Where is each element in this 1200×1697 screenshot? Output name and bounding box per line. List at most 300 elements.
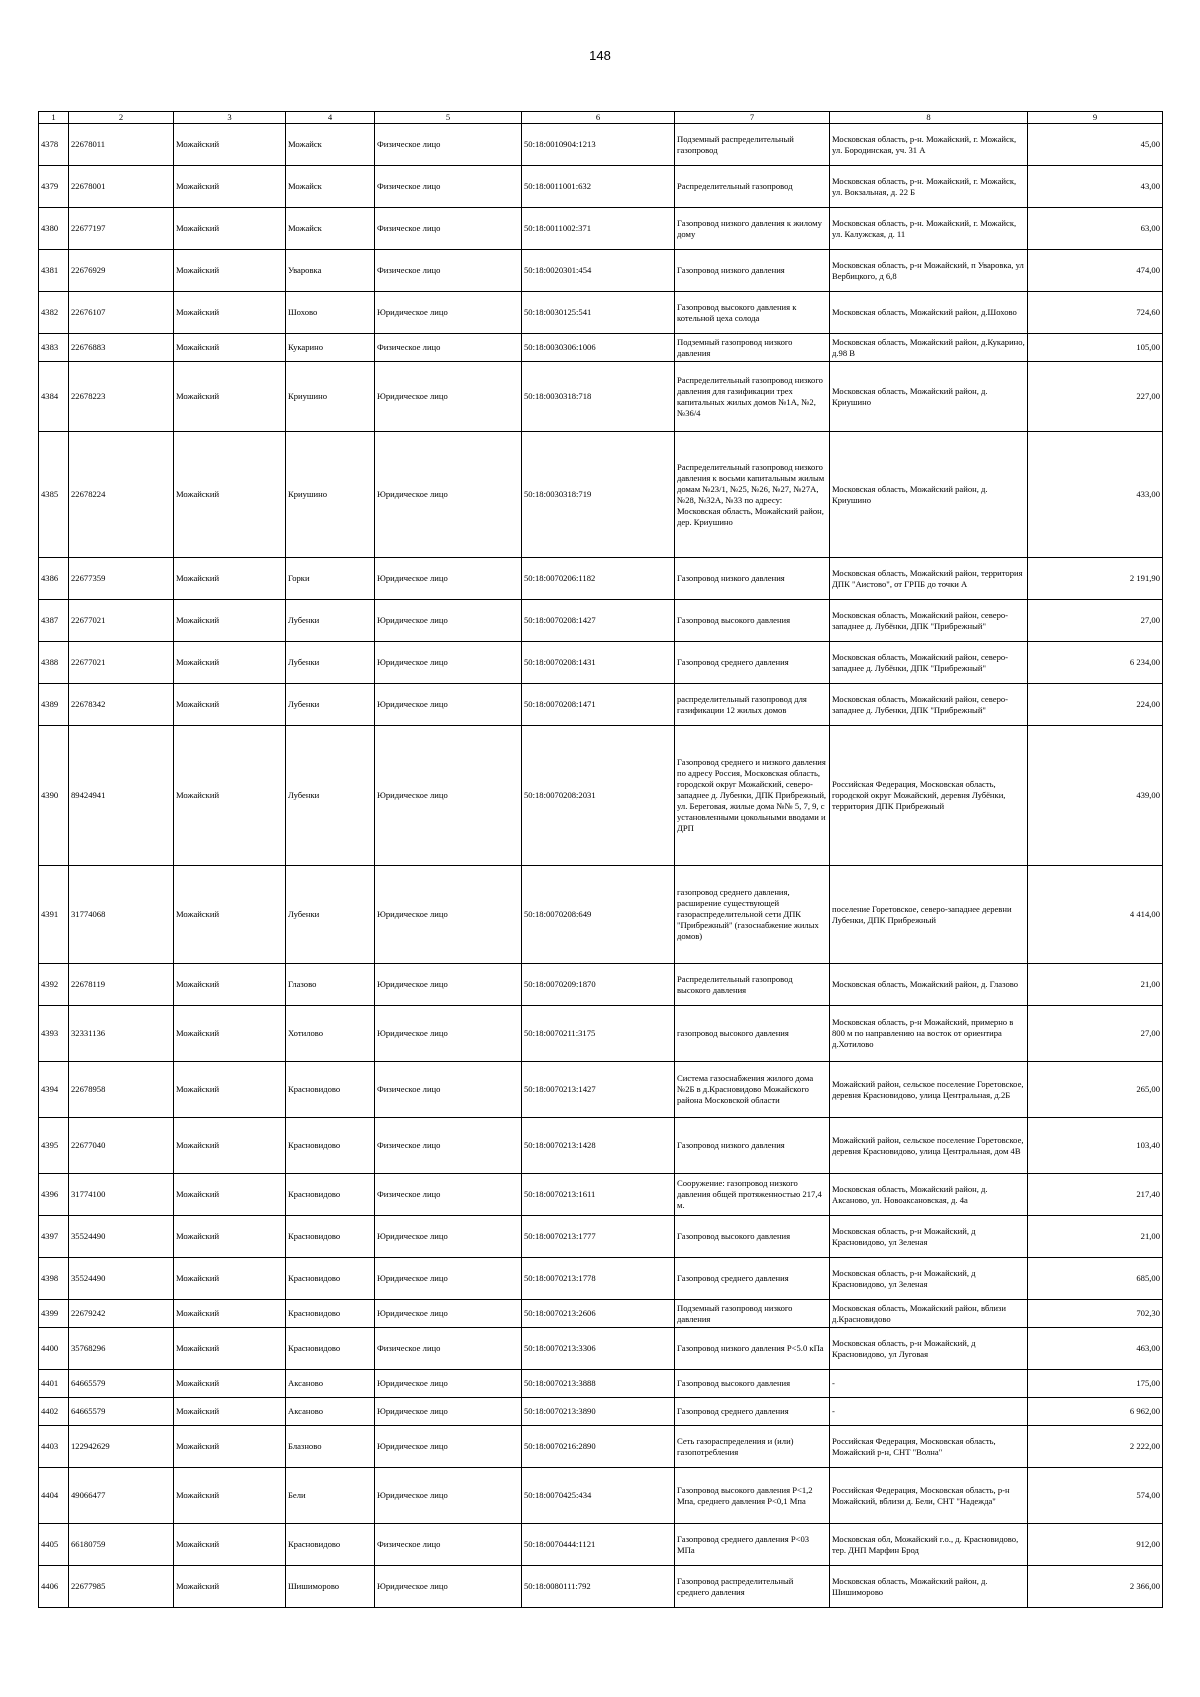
table-row (39, 1174, 1163, 1216)
table-row (39, 964, 1163, 1006)
table-cell: 2 366,00 (1028, 1566, 1163, 1608)
table-cell: 4395 (39, 1118, 69, 1174)
table-cell: 217,40 (1028, 1174, 1163, 1216)
table-cell: Глазово (286, 964, 375, 1006)
table-cell: Российская Федерация, Московская область, городской округ Можайский, деревня Лубёнки, территория ДПК Прибрежный (830, 726, 1028, 866)
table-cell: 4 414,00 (1028, 866, 1163, 964)
table-cell: 4401 (39, 1370, 69, 1398)
table-row (39, 166, 1163, 208)
table-cell: Физическое лицо (375, 1118, 522, 1174)
table-row (39, 1300, 1163, 1328)
table-cell: Московская область, р-н Можайский, д Красновидово, ул Луговая (830, 1328, 1028, 1370)
table-cell: Можайский (174, 432, 286, 558)
table-cell: 64665579 (69, 1398, 174, 1426)
table-cell: Аксаново (286, 1370, 375, 1398)
table-cell: 22678001 (69, 166, 174, 208)
table-cell: 64665579 (69, 1370, 174, 1398)
table-cell: 50:18:0070209:1870 (522, 964, 675, 1006)
table-cell: 50:18:0070213:3888 (522, 1370, 675, 1398)
column-header: 9 (1028, 112, 1163, 124)
table-cell: 4405 (39, 1524, 69, 1566)
table-cell: газопровод высокого давления (675, 1006, 830, 1062)
table-cell: Юридическое лицо (375, 726, 522, 866)
table-cell: Газопровод высокого давления к котельной цеха солода (675, 292, 830, 334)
table-cell: Сеть газораспределения и (или) газопотребления (675, 1426, 830, 1468)
table-cell: 912,00 (1028, 1524, 1163, 1566)
table-row (39, 124, 1163, 166)
table-cell: 50:18:0070208:1427 (522, 600, 675, 642)
table-cell: 724,60 (1028, 292, 1163, 334)
table-cell: Юридическое лицо (375, 1370, 522, 1398)
table-cell: Можайский район, сельское поселение Горетовское, деревня Красновидово, улица Центральная, д.2Б (830, 1062, 1028, 1118)
table-cell: Газопровод высокого давления (675, 1370, 830, 1398)
table-cell: 50:18:0070425:434 (522, 1468, 675, 1524)
table-cell: Юридическое лицо (375, 1216, 522, 1258)
table-cell: Юридическое лицо (375, 866, 522, 964)
table-cell: 4394 (39, 1062, 69, 1118)
column-header: 5 (375, 112, 522, 124)
table-row (39, 1006, 1163, 1062)
table-cell: 50:18:0070213:2606 (522, 1300, 675, 1328)
table-body (39, 124, 1163, 1608)
table-row (39, 1370, 1163, 1398)
table-cell: 50:18:0070213:1778 (522, 1258, 675, 1300)
table-cell: Физическое лицо (375, 1062, 522, 1118)
table-row (39, 250, 1163, 292)
column-header: 4 (286, 112, 375, 124)
table-cell: 21,00 (1028, 964, 1163, 1006)
table-cell: 22677359 (69, 558, 174, 600)
table-cell: Газопровод среднего давления (675, 642, 830, 684)
table-cell: 4391 (39, 866, 69, 964)
table-cell: - (830, 1370, 1028, 1398)
table-cell: Подземный газопровод низкого давления (675, 334, 830, 362)
table-row (39, 684, 1163, 726)
table-row (39, 1216, 1163, 1258)
table-cell: Можайский (174, 1118, 286, 1174)
table-cell: 50:18:0070213:1427 (522, 1062, 675, 1118)
table-cell: Лубенки (286, 642, 375, 684)
table-cell: 31774068 (69, 866, 174, 964)
table-cell: 4383 (39, 334, 69, 362)
table-cell: Кукарино (286, 334, 375, 362)
table-cell: Московская область, Можайский район, северо-западнее д. Лубёнки, ДПК "Прибрежный" (830, 642, 1028, 684)
table-cell: Газопровод низкого давления к жилому дому (675, 208, 830, 250)
table-cell: Распределительный газопровод высокого давления (675, 964, 830, 1006)
table-cell: 6 962,00 (1028, 1398, 1163, 1426)
table-cell: 2 222,00 (1028, 1426, 1163, 1468)
table-cell: Газопровод низкого давления (675, 558, 830, 600)
table-cell: Московская область, р-н Можайский, п Уваровка, ул Вербицкого, д 6,8 (830, 250, 1028, 292)
column-header: 7 (675, 112, 830, 124)
table-cell: Можайский (174, 964, 286, 1006)
registry-table (38, 111, 1163, 1608)
column-header: 8 (830, 112, 1028, 124)
table-cell: газопровод среднего давления, расширение существующей газораспределительной сети ДПК "Прибрежный" (газоснабжение жилых домов) (675, 866, 830, 964)
table-cell: 4404 (39, 1468, 69, 1524)
table-cell: Московская область, р-н Можайский, примерно в 800 м по направлению на восток от ориентира д.Хотилово (830, 1006, 1028, 1062)
table-cell: Красновидово (286, 1216, 375, 1258)
table-cell: 4398 (39, 1258, 69, 1300)
table-cell: 49066477 (69, 1468, 174, 1524)
table-cell: Блазново (286, 1426, 375, 1468)
table-cell: 4396 (39, 1174, 69, 1216)
table-cell: Юридическое лицо (375, 964, 522, 1006)
table-cell: Юридическое лицо (375, 1426, 522, 1468)
column-header: 1 (39, 112, 69, 124)
table-cell: 50:18:0030318:718 (522, 362, 675, 432)
table-cell: 702,30 (1028, 1300, 1163, 1328)
table-row (39, 600, 1163, 642)
table-cell: 50:18:0070213:1777 (522, 1216, 675, 1258)
table-row (39, 1468, 1163, 1524)
table-cell: Московская область, р-н. Можайский, г. Можайск, ул. Бородинская, уч. 31 А (830, 124, 1028, 166)
table-cell: Красновидово (286, 1118, 375, 1174)
table-cell: Физическое лицо (375, 250, 522, 292)
page-number: 148 (589, 48, 611, 63)
table-cell: 4390 (39, 726, 69, 866)
table-cell: Аксаново (286, 1398, 375, 1426)
table-row (39, 1398, 1163, 1426)
table-cell: 463,00 (1028, 1328, 1163, 1370)
table-cell: 22678342 (69, 684, 174, 726)
table-cell: Юридическое лицо (375, 558, 522, 600)
table-cell: - (830, 1398, 1028, 1426)
table-cell: Лубенки (286, 600, 375, 642)
table-cell: Красновидово (286, 1258, 375, 1300)
table-cell: Можайский (174, 292, 286, 334)
table-cell: 6 234,00 (1028, 642, 1163, 684)
table-cell: 27,00 (1028, 1006, 1163, 1062)
table-cell: Лубенки (286, 726, 375, 866)
table-cell: Распределительный газопровод низкого давления для газификации трех капитальных жилых домов №1А, №2, №36/4 (675, 362, 830, 432)
table-cell: 50:18:0011002:371 (522, 208, 675, 250)
table-cell: Физическое лицо (375, 334, 522, 362)
table-cell: 50:18:0011001:632 (522, 166, 675, 208)
table-row (39, 866, 1163, 964)
table-cell: 4388 (39, 642, 69, 684)
table-row (39, 292, 1163, 334)
table-cell: 50:18:0070208:2031 (522, 726, 675, 866)
table-cell: Физическое лицо (375, 1174, 522, 1216)
table-cell: Юридическое лицо (375, 362, 522, 432)
table-cell: Юридическое лицо (375, 1566, 522, 1608)
table-cell: Московская область, р-н. Можайский, г. Можайск, ул. Вокзальная, д. 22 Б (830, 166, 1028, 208)
table-cell: Шохово (286, 292, 375, 334)
table-cell: Можайский район, сельское поселение Горетовское, деревня Красновидово, улица Центральная, дом 4В (830, 1118, 1028, 1174)
table-cell: 50:18:0070213:3890 (522, 1398, 675, 1426)
table-cell: 35768296 (69, 1328, 174, 1370)
table-row (39, 334, 1163, 362)
table-cell: 50:18:0030125:541 (522, 292, 675, 334)
table-cell: Московская область, Можайский район, д. Аксаново, ул. Новоаксановская, д. 4а (830, 1174, 1028, 1216)
table-cell: Можайский (174, 124, 286, 166)
table-header (39, 112, 1163, 124)
table-cell: 439,00 (1028, 726, 1163, 866)
table-cell: 22679242 (69, 1300, 174, 1328)
table-cell: 89424941 (69, 726, 174, 866)
table-cell: 574,00 (1028, 1468, 1163, 1524)
table-cell: Бели (286, 1468, 375, 1524)
table-cell: Юридическое лицо (375, 1398, 522, 1426)
table-cell: 35524490 (69, 1216, 174, 1258)
table-cell: распределительный газопровод для газификации 12 жилых домов (675, 684, 830, 726)
table-cell: 50:18:0030306:1006 (522, 334, 675, 362)
table-cell: 50:18:0070206:1182 (522, 558, 675, 600)
table-cell: Можайский (174, 866, 286, 964)
table-cell: 4379 (39, 166, 69, 208)
table-cell: 50:18:0070208:1431 (522, 642, 675, 684)
table-cell: Юридическое лицо (375, 600, 522, 642)
table-cell: 45,00 (1028, 124, 1163, 166)
table-cell: Подземный газопровод низкого давления (675, 1300, 830, 1328)
table-row (39, 362, 1163, 432)
table-cell: Можайский (174, 600, 286, 642)
table-cell: 2 191,90 (1028, 558, 1163, 600)
table-cell: 4380 (39, 208, 69, 250)
table-cell: 103,40 (1028, 1118, 1163, 1174)
table-cell: Юридическое лицо (375, 1006, 522, 1062)
table-cell: Газопровод низкого давления Р<5.0 кПа (675, 1328, 830, 1370)
table-cell: 22676929 (69, 250, 174, 292)
table-row (39, 208, 1163, 250)
table-row (39, 1426, 1163, 1468)
table-cell: Российская Федерация, Московская область, р-н Можайский, вблизи д. Бели, СНТ "Надежда" (830, 1468, 1028, 1524)
table-cell: 50:18:0070208:1471 (522, 684, 675, 726)
table-cell: Лубенки (286, 684, 375, 726)
table-cell: 50:18:0070208:649 (522, 866, 675, 964)
table-cell: Московская область, р-н Можайский, д Красновидово, ул Зеленая (830, 1258, 1028, 1300)
table-cell: Можайский (174, 166, 286, 208)
table-cell: 4399 (39, 1300, 69, 1328)
table-cell: 66180759 (69, 1524, 174, 1566)
table-cell: 22678119 (69, 964, 174, 1006)
table-cell: 22677021 (69, 600, 174, 642)
table-cell: Можайский (174, 1468, 286, 1524)
table-cell: 4406 (39, 1566, 69, 1608)
table-cell: Московская область, Можайский район, вблизи д.Красновидово (830, 1300, 1028, 1328)
table-cell: Газопровод среднего давления Р<03 МПа (675, 1524, 830, 1566)
table-cell: Московская обл, Можайский г.о., д. Красновидово, тер. ДНП Марфин Брод (830, 1524, 1028, 1566)
table-cell: Подземный распределительный газопровод (675, 124, 830, 166)
table-cell: 35524490 (69, 1258, 174, 1300)
table-cell: Распределительный газопровод низкого давления к восьми капитальным жилым домам №23/1, №25, №26, №27, №27А, №28, №32А, №33 по адресу: Московская область, Можайский район, дер. Криушино (675, 432, 830, 558)
table-cell: Можайский (174, 684, 286, 726)
table-cell: 43,00 (1028, 166, 1163, 208)
table-cell: Можайский (174, 1398, 286, 1426)
table-cell: Можайский (174, 642, 286, 684)
table-cell: 50:18:0030318:719 (522, 432, 675, 558)
table-cell: Физическое лицо (375, 124, 522, 166)
table-cell: Газопровод высокого давления (675, 1216, 830, 1258)
table-cell: 4381 (39, 250, 69, 292)
table-cell: Московская область, Можайский район, д. Глазово (830, 964, 1028, 1006)
table-cell: 4403 (39, 1426, 69, 1468)
table-cell: Физическое лицо (375, 1524, 522, 1566)
table-cell: Красновидово (286, 1328, 375, 1370)
table-cell: Московская область, р-н Можайский, д Красновидово, ул Зеленая (830, 1216, 1028, 1258)
table-cell: Физическое лицо (375, 208, 522, 250)
table-cell: Можайск (286, 124, 375, 166)
table-cell: 474,00 (1028, 250, 1163, 292)
table-cell: 4400 (39, 1328, 69, 1370)
table-cell: Газопровод низкого давления (675, 1118, 830, 1174)
table-cell: Газопровод среднего и низкого давления по адресу Россия, Московская область, городской округ Можайский, северо-западнее д. Лубенки, ДПК Прибрежный, ул. Береговая, жилые дома №№ 5, 7, 9, с установленными цокольными вводами и ДРП (675, 726, 830, 866)
table-cell: Московская область, Можайский район, северо-западнее д. Лубёнки, ДПК "Прибрежный" (830, 600, 1028, 642)
table-row (39, 642, 1163, 684)
column-header: 6 (522, 112, 675, 124)
table-cell: Уваровка (286, 250, 375, 292)
table-cell: 433,00 (1028, 432, 1163, 558)
table-cell: 50:18:0070444:1121 (522, 1524, 675, 1566)
table-cell: 50:18:0020301:454 (522, 250, 675, 292)
table-cell: 122942629 (69, 1426, 174, 1468)
table-cell: Можайский (174, 1006, 286, 1062)
table-cell: 4397 (39, 1216, 69, 1258)
table-cell: Система газоснабжения жилого дома №2Б в д.Красновидово Можайского района Московской области (675, 1062, 830, 1118)
table-cell: 63,00 (1028, 208, 1163, 250)
table-cell: Физическое лицо (375, 166, 522, 208)
column-header: 2 (69, 112, 174, 124)
table-cell: Московская область, Можайский район, д. Криушино (830, 362, 1028, 432)
table-cell: Можайский (174, 208, 286, 250)
table-cell: 4378 (39, 124, 69, 166)
table-cell: 22678011 (69, 124, 174, 166)
table-cell: Газопровод высокого давления Р<1,2 Мпа, среднего давления Р<0,1 Мпа (675, 1468, 830, 1524)
table-cell: Юридическое лицо (375, 1258, 522, 1300)
table-cell: Юридическое лицо (375, 1468, 522, 1524)
table-cell: 50:18:0070213:1611 (522, 1174, 675, 1216)
table-cell: Сооружение: газопровод низкого давления общей протяженностью 217,4 м. (675, 1174, 830, 1216)
table-cell: 21,00 (1028, 1216, 1163, 1258)
table-cell: 22677040 (69, 1118, 174, 1174)
table-cell: 4384 (39, 362, 69, 432)
table-cell: 22678223 (69, 362, 174, 432)
table-cell: 105,00 (1028, 334, 1163, 362)
table-cell: Можайский (174, 558, 286, 600)
table-cell: Московская область, Можайский район, территория ДПК "Аистово", от ГРПБ до точки А (830, 558, 1028, 600)
table-cell: Шишиморово (286, 1566, 375, 1608)
table-cell: Юридическое лицо (375, 642, 522, 684)
table-cell: 27,00 (1028, 600, 1163, 642)
table-cell: Газопровод высокого давления (675, 600, 830, 642)
table-cell: Можайский (174, 1524, 286, 1566)
table-cell: Красновидово (286, 1300, 375, 1328)
table-cell: Можайский (174, 726, 286, 866)
table-cell: 22678958 (69, 1062, 174, 1118)
table-cell: Можайский (174, 334, 286, 362)
table-cell: 50:18:0070213:3306 (522, 1328, 675, 1370)
table-cell: 4402 (39, 1398, 69, 1426)
table-cell: Красновидово (286, 1174, 375, 1216)
table-cell: Юридическое лицо (375, 684, 522, 726)
table-cell: Юридическое лицо (375, 432, 522, 558)
table-cell: 50:18:0070216:2890 (522, 1426, 675, 1468)
table-cell: Можайский (174, 250, 286, 292)
table-cell: Московская область, р-н. Можайский, г. Можайск, ул. Калужская, д. 11 (830, 208, 1028, 250)
table-cell: Можайский (174, 362, 286, 432)
table-cell: 224,00 (1028, 684, 1163, 726)
table-cell: Можайский (174, 1426, 286, 1468)
table-cell: 227,00 (1028, 362, 1163, 432)
table-cell: Московская область, Можайский район, д.Шохово (830, 292, 1028, 334)
table-cell: 50:18:0070211:3175 (522, 1006, 675, 1062)
table-cell: 22676883 (69, 334, 174, 362)
table-cell: Можайский (174, 1328, 286, 1370)
table-cell: 4387 (39, 600, 69, 642)
column-header: 3 (174, 112, 286, 124)
table-cell: поселение Горетовское, северо-западнее деревни Лубенки, ДПК Прибрежный (830, 866, 1028, 964)
table-cell: 265,00 (1028, 1062, 1163, 1118)
table-cell: 4389 (39, 684, 69, 726)
table-cell: Юридическое лицо (375, 292, 522, 334)
table-cell: 50:18:0070213:1428 (522, 1118, 675, 1174)
table-cell: 175,00 (1028, 1370, 1163, 1398)
table-cell: 22677985 (69, 1566, 174, 1608)
table-cell: 22677197 (69, 208, 174, 250)
table-cell: Можайск (286, 208, 375, 250)
table-cell: Красновидово (286, 1524, 375, 1566)
table-row (39, 1524, 1163, 1566)
table-cell: Можайский (174, 1216, 286, 1258)
table-cell: Распределительный газопровод (675, 166, 830, 208)
table-cell: 4385 (39, 432, 69, 558)
table-cell: 4382 (39, 292, 69, 334)
table-cell: Можайский (174, 1258, 286, 1300)
table-cell: Криушино (286, 432, 375, 558)
table-cell: Можайский (174, 1300, 286, 1328)
table-row (39, 1118, 1163, 1174)
table-cell: Газопровод среднего давления (675, 1398, 830, 1426)
table-cell: Лубенки (286, 866, 375, 964)
table-cell: Газопровод распределительный среднего давления (675, 1566, 830, 1608)
table-cell: Московская область, Можайский район, северо-западнее д. Лубенки, ДПК "Прибрежный" (830, 684, 1028, 726)
table-cell: 4392 (39, 964, 69, 1006)
table-cell: 685,00 (1028, 1258, 1163, 1300)
table-row (39, 1062, 1163, 1118)
table-cell: 32331136 (69, 1006, 174, 1062)
table-cell: Можайский (174, 1174, 286, 1216)
table-cell: Московская область, Можайский район, д. Шишиморово (830, 1566, 1028, 1608)
table-cell: Физическое лицо (375, 1328, 522, 1370)
table-row (39, 558, 1163, 600)
table-row (39, 726, 1163, 866)
table-cell: Красновидово (286, 1062, 375, 1118)
table-cell: Хотилово (286, 1006, 375, 1062)
table-cell: Можайский (174, 1062, 286, 1118)
table-row (39, 432, 1163, 558)
table-cell: 22676107 (69, 292, 174, 334)
table-row (39, 1566, 1163, 1608)
table-cell: Криушино (286, 362, 375, 432)
table-cell: Российская Федерация, Московская область, Можайский р-н, СНТ "Волна" (830, 1426, 1028, 1468)
table-cell: Можайск (286, 166, 375, 208)
table-row (39, 1328, 1163, 1370)
table-cell: Московская область, Можайский район, д. Криушино (830, 432, 1028, 558)
table-cell: Юридическое лицо (375, 1300, 522, 1328)
table-cell: Можайский (174, 1370, 286, 1398)
table-cell: 22678224 (69, 432, 174, 558)
table-cell: 4386 (39, 558, 69, 600)
table-cell: Газопровод низкого давления (675, 250, 830, 292)
table-cell: Можайский (174, 1566, 286, 1608)
table-cell: Московская область, Можайский район, д.Кукарино, д.98 В (830, 334, 1028, 362)
table-cell: 31774100 (69, 1174, 174, 1216)
table-cell: 50:18:0080111:792 (522, 1566, 675, 1608)
table-row (39, 1258, 1163, 1300)
table-cell: 22677021 (69, 642, 174, 684)
table-cell: 50:18:0010904:1213 (522, 124, 675, 166)
